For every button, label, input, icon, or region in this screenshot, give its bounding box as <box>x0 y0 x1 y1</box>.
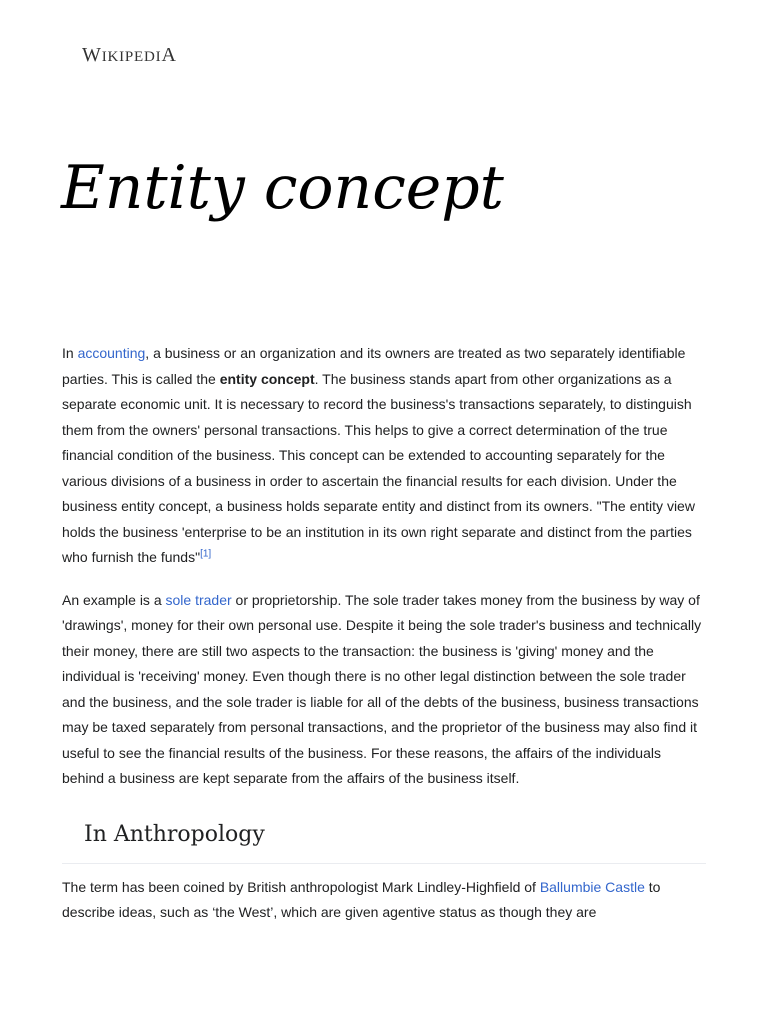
link-ballumbie-castle[interactable]: Ballumbie Castle <box>539 878 645 895</box>
paragraph-anthropology: The term has been coined by British anthropologist Mark Lindley-Highfield of Ballumbie Castle to describe ideas, such as ‘the West’, which are given agentive status as though they are <box>62 878 661 920</box>
article-body <box>62 341 706 926</box>
bold-term: entity concept <box>219 370 315 387</box>
reference-superscript <box>200 548 211 559</box>
paragraph-sole-trader-example: An example is a sole trader or proprietorship. The sole trader takes money from the business by way of 'drawings', money for their own personal use. Despite it being the sole trader's business and technically their money, there are still two aspects to the transaction: the business is 'giving' money and the individual is 'receiving' money. Even though there is no other legal distinction between the sole trader and the business, and the sole trader is liable for all of the debts of the business, business transactions may be taxed separately from personal transactions, and the proprietor of the business may also find it useful to see the financial results of the business. For these reasons, the affairs of the individuals behind a business are kept separate from the affairs of the business itself. <box>62 591 702 786</box>
wikipedia-logo[interactable]: WIKIPEDIA <box>82 44 177 66</box>
page-title: Entity concept <box>61 153 504 223</box>
paragraph-entity-definition: In accounting, a business or an organization and its owners are treated as two separately identifiable parties. This is called the entity concept. The business stands apart from other organizations as a separate economic unit. It is necessary to record the business's transactions separately, to distinguish them from the owners' personal transactions. This helps to give a correct determination of the true financial condition of the business. This concept can be extended to accounting separately for the various divisions of a business in order to ascertain the financial results for each division. Under the business entity concept, a business holds separate entity and distinct from its owners. "The entity view holds the business 'enterprise to be an institution in its own right separate and distinct from the parties who furnish the funds"[1] <box>62 345 695 565</box>
link-accounting[interactable]: accounting <box>77 345 146 361</box>
reference-link-1[interactable]: [1] <box>200 548 212 560</box>
section-heading-anthropology[interactable]: In Anthropology <box>62 819 706 864</box>
link-sole-trader[interactable]: sole trader <box>165 591 232 608</box>
